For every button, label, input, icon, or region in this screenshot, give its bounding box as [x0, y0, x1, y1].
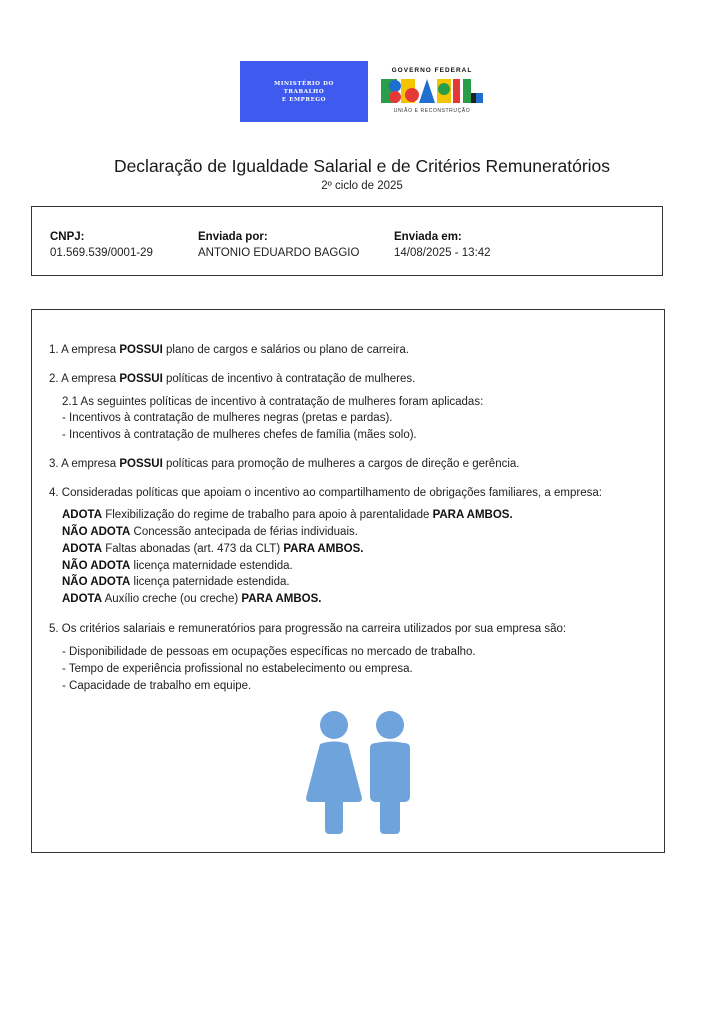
policy-scope: PARA AMBOS.	[283, 543, 364, 555]
career-criterion: - Tempo de experiência profissional no estabelecimento ou empresa.	[62, 663, 413, 675]
gov-logo-title: GOVERNO FEDERAL	[391, 67, 473, 74]
item-status: POSSUI	[119, 373, 163, 385]
family-policy	[62, 526, 358, 538]
item-text: políticas de incentivo à contratação de mulheres.	[162, 373, 416, 385]
government-logo	[378, 62, 486, 118]
sent-at-label: Enviada em:	[394, 231, 462, 243]
family-policy	[62, 543, 363, 555]
career-criterion: - Disponibilidade de pessoas em ocupações específicas no mercado de trabalho.	[62, 646, 476, 658]
policy-text: licença paternidade estendida.	[130, 576, 290, 588]
man-body	[370, 742, 410, 803]
item-text: políticas para promoção de mulheres a cargos de direção e gerência.	[162, 458, 520, 470]
policy-text: Auxílio creche (ou creche)	[102, 593, 242, 605]
ministry-logo	[240, 61, 368, 122]
item-text: 2. A empresa	[49, 373, 120, 385]
woman-head	[320, 711, 348, 739]
family-policy	[62, 509, 513, 521]
ministry-logo-line: MINISTÉRIO DO	[274, 80, 334, 87]
gov-logo-subtitle: UNIÃO E RECONSTRUÇÃO	[393, 108, 471, 114]
sent-at-value: 14/08/2025 - 13:42	[394, 247, 491, 259]
family-policy	[62, 576, 290, 588]
item-text: plano de cargos e salários ou plano de carreira.	[162, 344, 409, 356]
cnpj-value: 01.569.539/0001-29	[50, 247, 153, 259]
sent-by-value: ANTONIO EDUARDO BAGGIO	[198, 247, 360, 259]
policy-scope: PARA AMBOS.	[241, 593, 322, 605]
policy-status: ADOTA	[62, 543, 103, 555]
policy-status: NÃO ADOTA	[62, 560, 131, 572]
man-leg	[380, 796, 400, 834]
item-4: 4. Consideradas políticas que apoiam o incentivo ao compartilhamento de obrigações familiares, a empresa:	[49, 487, 602, 499]
submission-info-box	[31, 206, 663, 276]
sent-by-label: Enviada por:	[198, 231, 268, 243]
family-policy	[62, 560, 293, 572]
sent-at-field	[394, 229, 491, 261]
policy-scope: PARA AMBOS.	[432, 509, 513, 521]
page-subtitle: 2º ciclo de 2025	[321, 180, 403, 192]
brasil-logo-icon	[381, 77, 485, 105]
man-head	[376, 711, 404, 739]
item-2-subheading: 2.1 As seguintes políticas de incentivo à contratação de mulheres foram aplicadas:	[62, 396, 484, 408]
policy-status: NÃO ADOTA	[62, 526, 131, 538]
policy-status: ADOTA	[62, 509, 103, 521]
item-status: POSSUI	[119, 344, 163, 356]
ministry-logo-line: TRABALHO	[283, 88, 325, 95]
item-1	[49, 344, 409, 356]
item-2-policy: - Incentivos à contratação de mulheres chefes de família (mães solo).	[62, 429, 417, 441]
people-icon	[306, 710, 418, 836]
item-text: 1. A empresa	[49, 344, 120, 356]
item-3	[49, 458, 520, 470]
policy-status: NÃO ADOTA	[62, 576, 131, 588]
cnpj-label: CNPJ:	[50, 231, 85, 243]
policy-text: licença maternidade estendida.	[130, 560, 293, 572]
item-text: 3. A empresa	[49, 458, 120, 470]
item-5: 5. Os critérios salariais e remuneratórios para progressão na carreira utilizados por sua empresa são:	[49, 623, 567, 635]
career-criterion: - Capacidade de trabalho em equipe.	[62, 680, 252, 692]
policy-text: Concessão antecipada de férias individuais.	[130, 526, 358, 538]
cnpj-field	[50, 229, 153, 261]
policy-text: Flexibilização do regime de trabalho para apoio à parentalidade	[102, 509, 433, 521]
policy-text: Faltas abonadas (art. 473 da CLT)	[102, 543, 284, 555]
page-title: Declaração de Igualdade Salarial e de Critérios Remuneratórios	[113, 156, 611, 176]
sent-by-field	[198, 229, 359, 261]
item-2	[49, 373, 415, 385]
ministry-logo-line: E EMPREGO	[281, 96, 327, 103]
declaration-content-box	[31, 309, 665, 853]
woman-leg	[325, 798, 343, 834]
woman-body	[306, 742, 362, 803]
item-2-policy: - Incentivos à contratação de mulheres negras (pretas e pardas).	[62, 412, 393, 424]
family-policy	[62, 593, 321, 605]
item-status: POSSUI	[119, 458, 163, 470]
policy-status: ADOTA	[62, 593, 103, 605]
